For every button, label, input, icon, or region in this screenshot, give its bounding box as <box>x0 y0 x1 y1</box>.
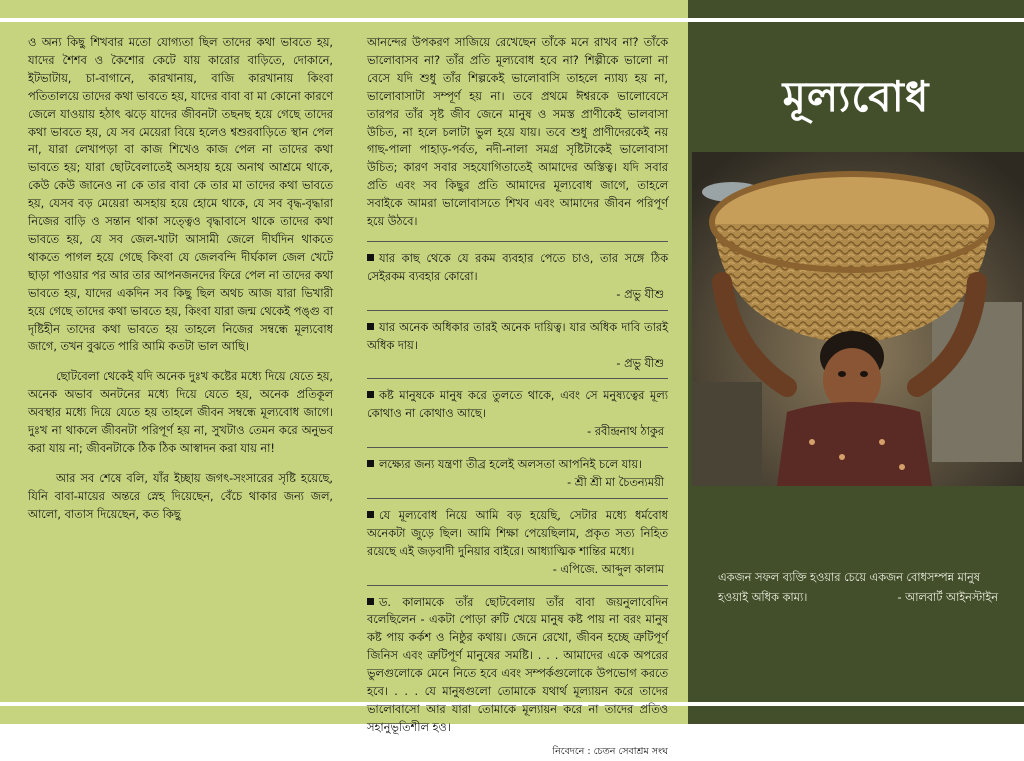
quote-divider <box>367 378 668 379</box>
quote-item <box>367 594 668 737</box>
closing-quote-text: একজন সফল ব্যক্তি হওয়ার চেয়ে একজন বোধসম্পন্ন মানুষ হওয়াই অধিক কাম্য। <box>718 571 981 604</box>
quote-text: যার অনেক অধিকার তারই অনেক দায়িত্ব। যার অধিক দাবি তারই অধিক দায়। <box>367 320 668 352</box>
quote-text: কষ্ট মানুষকে মানুষ করে তুলতে থাকে, এবং সে মনুষ্যত্বের মূল্য কোথাও না কোথাও আছে। <box>367 389 668 421</box>
square-bullet-icon <box>367 323 374 330</box>
quote-divider <box>367 241 668 242</box>
boy-carrying-basket-photo <box>692 152 1024 486</box>
cover-title: মূল্যবোধ <box>782 72 930 121</box>
quote-text: লক্ষ্যের জন্য যন্ত্রণা তীব্র হলেই অলসতা আপনিই চলে যায়। <box>379 458 643 472</box>
quote-text: ড. কালামকে তাঁর ছোটবেলায় তাঁর বাবা জয়নুলাবেদিন বলেছিলেন - একটা পোড়া রুটি খেয়ে মানুষ কষ্ট পায় না বরং মানুষ কষ্ট পায় কর্কশ ও নিষ্ঠুর কথায়। জেনে রেখো, জীবন হচ্ছে ত্রুটিপূর্ণ জিনিস এবং ত্রুটিপূর্ণ মানুষের সমষ্টি। . . . আমাদের একে অপরের ভুলগুলোকে মেনে নিতে হবে এবং সম্পর্কগুলোকে উপভোগ করতে হবে। . . . যে মানুষগুলো তোমাকে যথার্থ মূল্যায়ন করে তাদের ভালোবাসো আর যারা তোমাকে মূল্যায়ন করে না তাদের প্রতিও সহানুভূতিশীল হও। <box>367 595 668 734</box>
paragraph: ছোটবেলা থেকেই যদি অনেক দুঃখ কষ্টের মধ্যে দিয়ে যেতে হয়, অনেক অভাব অনটনের মধ্যে দিয়ে যেতে হয়, অনেক প্রতিকূল অবস্থার মধ্যে দিয়ে যেতে হয় তাহলে জীবন সম্বন্ধে মূল্যবোধ জাগে। দুঃখ না থাকলে জীবনটা পরিপূর্ণ হয় না, সুখটাও তেমন করে অনুভব করা যায় না; জীবনটাকে ঠিক ঠিক আস্বাদন করা যায় না! <box>28 370 333 455</box>
quote-divider <box>367 585 668 586</box>
middle-column-text <box>367 34 668 761</box>
quote-author: - প্রভু যীশু <box>616 287 664 301</box>
square-bullet-icon <box>367 391 374 398</box>
photo-illustration <box>692 152 1024 486</box>
quote-item <box>367 387 668 441</box>
publisher-credit: নিবেদনে : চেতন সেবাশ্রম সংঘ <box>552 745 668 757</box>
quote-author: - শ্রী শ্রী মা চৈতন্যময়ী <box>567 476 664 490</box>
top-divider <box>688 18 1024 22</box>
square-bullet-icon <box>367 511 374 518</box>
square-bullet-icon <box>367 598 374 605</box>
quote-text: যে মূল্যবোধ নিয়ে আমি বড় হয়েছি, সেটার মধ্যে ধর্মবোধ অনেকটা জুড়ে ছিল। আমি শিক্ষা পেয়েছিলাম, প্রকৃত সত্য নিহিত রয়েছে এই জড়বাদী দুনিয়ার বাইরে। আধ্যাত্মিক শান্তির মধ্যে। <box>367 508 668 558</box>
quote-item <box>367 456 668 492</box>
panel-right-cover <box>688 0 1024 724</box>
closing-quote-author: - আলবার্ট আইনস্টাইন <box>897 591 998 604</box>
panel-left <box>0 0 345 724</box>
intro-paragraph: আনন্দের উপকরণ সাজিয়ে রেখেছেন তাঁকে মনে রাখব না? তাঁকে ভালোবাসব না? তাঁর প্রতি মূল্যবোধ হবে না? শিল্পীকে ভালো না বেসে যদি শুধু তাঁর শিল্পকেই ভালোবাসি তাহলে ন্যায্য হয় না, ভালোবাসাটা সম্পূর্ণ হয় না। তবে প্রথমে ঈশ্বরকে ভালোবেসে তারপর তাঁর সৃষ্ট জীব জেনে মানুষ ও সমস্ত প্রাণীকেই ভালবাসা উচিত, না হলে চলাটা ভুল হয়ে যায়। তবে শুধু প্রাণীদেরকেই নয় গাছ-পালা পাহাড়-পর্বত, নদী-নালা সমগ্র সৃষ্টিটাকেই ভালোবাসা উচিত; কারণ সবার সহযোগিতাতেই আমাদের অস্তিত্ব। যদি সবার প্রতি এবং সব কিছুর প্রতি আমাদের মূল্যবোধ জাগে, তাহলে সবাইকে আমরা ভালোবাসতে শিখব এবং আমাদের জীবন পরিপূর্ণ হয়ে উঠবে। <box>367 36 668 229</box>
quote-divider <box>367 498 668 499</box>
quote-divider <box>367 310 668 311</box>
quote-divider <box>367 447 668 448</box>
bottom-divider <box>688 702 1024 706</box>
top-divider <box>0 18 345 22</box>
square-bullet-icon <box>367 460 374 467</box>
paragraph: ও অন্য কিছু শিখবার মতো যোগ্যতা ছিল তাদের কথা ভাবতে হয়, যাদের শৈশব ও কৈশোর কেটে যায় কারোর বাড়িতে, দোকানে, ইটভাটায়, চা-বাগানে, কারখানায়, বাজি কারখানায় কিংবা পতিতালয়ে তাদের কথা ভাবতে হয়, যাদের বাবা বা মা কোনো কারণে জেলে যাওয়ায় হঠাৎ ঝড়ে যাদের জীবনটা তছনছ হয়ে গেছে তাদের কথা ভাবতে হয়, যে সব মেয়েরা বিয়ে হলেও শ্বশুরবাড়িতে স্থান পেল না, যারা লেখাপড়া বা কাজ শিখেও কাজ পেল না তাদের কথা ভাবতে হয়; যারা ছোটবেলাতেই অসহায় হয়ে অনাথ আশ্রমে থাকে, কেউ কেউ জানেও না কে তার বাবা কে তার মা তাদের কথা ভাবতে হয়, যেসব বড় মেয়েরা অসহায় হয়ে হোমে থাকে, যে সব বৃদ্ধ-বৃদ্ধারা নিজের বাড়ি ও সন্তান থাকা সত্ত্বেও বৃদ্ধাবাসে থাকে তাদের কথা ভাবতে হয়, যে সব জেল-খাটা আসামী জেলে দীর্ঘদিন থাকতে থাকতে পাগল হয়ে গেছে কিংবা যে জেলবন্দি দীর্ঘকাল জেল খেটে ছাড়া পাওয়ার পর আর তার আপনজনদের ফিরে পেল না তাদের কথা ভাবতে হয়, যাদের একদিন সব কিছু ছিল অথচ আজ যারা ভিখারী হয়ে গেছে তাদের কথা ভাবতে হয়, কিংবা যারা জন্ম থেকেই পঙ্গু বা দৃষ্টিহীন তাদের কথা ভাবতে হয় তাহলে নিজের সম্বন্ধে মূল্যবোধ জাগে, তখন বুঝতে পারি আমি কতটা ভাল আছি। <box>28 36 334 354</box>
quote-author: - প্রভু যীশু <box>616 356 664 370</box>
closing-quote <box>718 568 998 608</box>
quote-author: - এপিজে. আব্দুল কালাম <box>552 562 664 576</box>
square-bullet-icon <box>367 254 374 261</box>
quote-item <box>367 319 668 373</box>
top-divider <box>345 18 688 22</box>
quote-item <box>367 507 668 579</box>
quote-item <box>367 250 668 304</box>
quote-text: যার কাছ থেকে যে রকম ব্যবহার পেতে চাও, তার সঙ্গে ঠিক সেইরকম ব্যবহার কোরো। <box>367 251 668 283</box>
paragraph: আর সব শেষে বলি, যাঁর ইচ্ছায় জগৎ-সংসারের সৃষ্টি হয়েছে, যিনি বাবা-মায়ের অন্তরে স্নেহ দিয়েছেন, বেঁচে থাকার জন্য জল, আলো, বাতাস দিয়েছেন, কত কিছু <box>28 471 333 521</box>
left-column-text <box>28 34 333 536</box>
panel-middle <box>345 0 688 757</box>
quote-author: - রবীন্দ্রনাথ ঠাকুর <box>587 425 664 439</box>
bottom-divider <box>0 702 345 706</box>
